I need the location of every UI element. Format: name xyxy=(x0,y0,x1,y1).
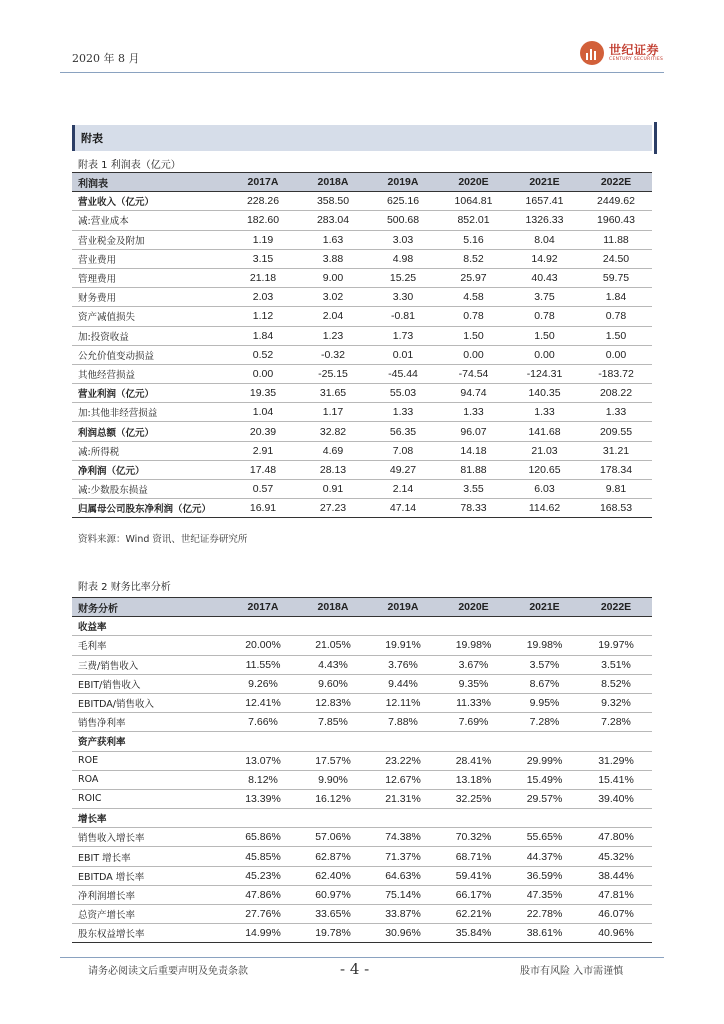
cell-value: 59.41% xyxy=(438,866,509,885)
cell-value: 1.84 xyxy=(580,288,652,307)
cell-value: 8.67% xyxy=(509,674,580,693)
cell-value: 0.78 xyxy=(580,307,652,326)
section-title: 附表 xyxy=(81,132,103,145)
cell-value: 0.01 xyxy=(368,345,438,364)
cell-value: 17.48 xyxy=(228,460,298,479)
cell-value: 14.99% xyxy=(228,924,298,943)
cell-value: 62.40% xyxy=(298,866,368,885)
table2-caption: 附表 2 财务比率分析 xyxy=(78,582,171,593)
footer-divider xyxy=(60,957,664,958)
table-row xyxy=(72,230,652,249)
cell-value: 81.88 xyxy=(438,460,509,479)
row-label: ROA xyxy=(72,770,228,789)
cell-value: 9.90% xyxy=(298,770,368,789)
cell-value: 68.71% xyxy=(438,847,509,866)
cell-value: 625.16 xyxy=(368,192,438,211)
cell-value: -25.15 xyxy=(298,364,368,383)
cell-value: 32.25% xyxy=(438,789,509,808)
cell-value: 46.07% xyxy=(580,905,652,924)
header-divider xyxy=(60,72,664,73)
row-label: 毛利率 xyxy=(72,636,228,655)
cell-value: 1.33 xyxy=(368,403,438,422)
cell-value: 4.43% xyxy=(298,655,368,674)
cell-value: 60.97% xyxy=(298,885,368,904)
row-label: EBIT 增长率 xyxy=(72,847,228,866)
cell-value: 852.01 xyxy=(438,211,509,230)
cell-value: 20.00% xyxy=(228,636,298,655)
cell-value: 13.18% xyxy=(438,770,509,789)
row-label: ROE xyxy=(72,751,228,770)
cell-value: 7.88% xyxy=(368,713,438,732)
column-header-year: 2021E xyxy=(509,173,580,192)
cell-value: 358.50 xyxy=(298,192,368,211)
cell-value: 19.78% xyxy=(298,924,368,943)
table-row xyxy=(72,345,652,364)
cell-value: 65.86% xyxy=(228,828,298,847)
cell-value: 283.04 xyxy=(298,211,368,230)
row-label: 总资产增长率 xyxy=(72,905,228,924)
cell-value: 0.00 xyxy=(509,345,580,364)
cell-value: 11.88 xyxy=(580,230,652,249)
cell-value: 71.37% xyxy=(368,847,438,866)
company-logo xyxy=(580,38,663,68)
row-label: 资产减值损失 xyxy=(72,307,228,326)
cell-value: 12.67% xyxy=(368,770,438,789)
column-header-label: 财务分析 xyxy=(72,598,228,617)
cell-value: 7.66% xyxy=(228,713,298,732)
cell-value: 228.26 xyxy=(228,192,298,211)
cell-value: 62.87% xyxy=(298,847,368,866)
row-label: 财务费用 xyxy=(72,288,228,307)
cell-value: 94.74 xyxy=(438,384,509,403)
table-row xyxy=(72,249,652,268)
table-row xyxy=(72,847,652,866)
table-row xyxy=(72,751,652,770)
row-label: 归属母公司股东净利润（亿元） xyxy=(72,499,228,518)
cell-value: 3.30 xyxy=(368,288,438,307)
group-label: 收益率 xyxy=(72,617,652,636)
row-label: 公允价值变动损益 xyxy=(72,345,228,364)
cell-value: 1.17 xyxy=(298,403,368,422)
cell-value: 2449.62 xyxy=(580,192,652,211)
cell-value: 39.40% xyxy=(580,789,652,808)
logo-name-cn: 世纪证券 xyxy=(609,42,660,57)
cell-value: 500.68 xyxy=(368,211,438,230)
cell-value: 74.38% xyxy=(368,828,438,847)
cell-value: 9.26% xyxy=(228,674,298,693)
cell-value: 7.28% xyxy=(580,713,652,732)
table-row xyxy=(72,770,652,789)
cell-value: -124.31 xyxy=(509,364,580,383)
cell-value: 28.13 xyxy=(298,460,368,479)
row-label: 销售收入增长率 xyxy=(72,828,228,847)
table-row xyxy=(72,866,652,885)
row-label: 减:所得税 xyxy=(72,441,228,460)
column-header-year: 2019A xyxy=(368,598,438,617)
row-label: 营业收入（亿元） xyxy=(72,192,228,211)
table-row xyxy=(72,713,652,732)
cell-value: 12.11% xyxy=(368,693,438,712)
cell-value: 11.55% xyxy=(228,655,298,674)
cell-value: -183.72 xyxy=(580,364,652,383)
cell-value: 8.04 xyxy=(509,230,580,249)
cell-value: 55.65% xyxy=(509,828,580,847)
column-header-year: 2017A xyxy=(228,173,298,192)
cell-value: 168.53 xyxy=(580,499,652,518)
cell-value: 8.52% xyxy=(580,674,652,693)
row-label: 净利润增长率 xyxy=(72,885,228,904)
cell-value: 70.32% xyxy=(438,828,509,847)
row-label: 股东权益增长率 xyxy=(72,924,228,943)
income-statement-table xyxy=(72,172,652,518)
cell-value: 9.81 xyxy=(580,480,652,499)
table-header-row xyxy=(72,598,652,617)
cell-value: 1.33 xyxy=(438,403,509,422)
cell-value: 31.21 xyxy=(580,441,652,460)
cell-value: 31.29% xyxy=(580,751,652,770)
table-row xyxy=(72,288,652,307)
row-label: 营业税金及附加 xyxy=(72,230,228,249)
cell-value: 21.03 xyxy=(509,441,580,460)
cell-value: 9.60% xyxy=(298,674,368,693)
column-header-year: 2017A xyxy=(228,598,298,617)
cell-value: 1.50 xyxy=(509,326,580,345)
cell-value: 47.80% xyxy=(580,828,652,847)
cell-value: 40.43 xyxy=(509,268,580,287)
cell-value: 2.91 xyxy=(228,441,298,460)
cell-value: 3.88 xyxy=(298,249,368,268)
table-row xyxy=(72,905,652,924)
cell-value: 75.14% xyxy=(368,885,438,904)
cell-value: 36.59% xyxy=(509,866,580,885)
table-row xyxy=(72,693,652,712)
financial-ratio-table xyxy=(72,597,652,943)
table-group-row xyxy=(72,809,652,828)
cell-value: 120.65 xyxy=(509,460,580,479)
cell-value: 5.16 xyxy=(438,230,509,249)
cell-value: -0.32 xyxy=(298,345,368,364)
table-row xyxy=(72,422,652,441)
row-label: 减:少数股东损益 xyxy=(72,480,228,499)
cell-value: 0.78 xyxy=(509,307,580,326)
cell-value: 1.63 xyxy=(298,230,368,249)
cell-value: 27.23 xyxy=(298,499,368,518)
cell-value: 9.32% xyxy=(580,693,652,712)
cell-value: 47.86% xyxy=(228,885,298,904)
row-label: EBITDA 增长率 xyxy=(72,866,228,885)
cell-value: 57.06% xyxy=(298,828,368,847)
row-label: 加:其他非经营损益 xyxy=(72,403,228,422)
cell-value: 78.33 xyxy=(438,499,509,518)
cell-value: 1.33 xyxy=(580,403,652,422)
cell-value: 140.35 xyxy=(509,384,580,403)
column-header-year: 2018A xyxy=(298,598,368,617)
cell-value: 38.44% xyxy=(580,866,652,885)
cell-value: 40.96% xyxy=(580,924,652,943)
section-bar-accent xyxy=(654,122,657,154)
cell-value: 19.97% xyxy=(580,636,652,655)
cell-value: 19.98% xyxy=(509,636,580,655)
cell-value: 47.81% xyxy=(580,885,652,904)
cell-value: -45.44 xyxy=(368,364,438,383)
cell-value: 14.92 xyxy=(509,249,580,268)
table-row xyxy=(72,460,652,479)
cell-value: 0.57 xyxy=(228,480,298,499)
logo-emblem-icon xyxy=(580,41,604,65)
cell-value: 13.39% xyxy=(228,789,298,808)
cell-value: 3.03 xyxy=(368,230,438,249)
cell-value: 64.63% xyxy=(368,866,438,885)
row-label: 销售净利率 xyxy=(72,713,228,732)
cell-value: 45.32% xyxy=(580,847,652,866)
table1-caption: 附表 1 利润表（亿元） xyxy=(78,160,181,171)
cell-value: 56.35 xyxy=(368,422,438,441)
cell-value: 1.19 xyxy=(228,230,298,249)
column-header-year: 2020E xyxy=(438,173,509,192)
footer-disclaimer: 请务必阅读文后重要声明及免责条款 xyxy=(88,966,248,977)
cell-value: 21.31% xyxy=(368,789,438,808)
table-row xyxy=(72,211,652,230)
table-row xyxy=(72,268,652,287)
cell-value: 19.91% xyxy=(368,636,438,655)
cell-value: 178.34 xyxy=(580,460,652,479)
cell-value: 4.98 xyxy=(368,249,438,268)
cell-value: 8.52 xyxy=(438,249,509,268)
cell-value: 7.69% xyxy=(438,713,509,732)
cell-value: 62.21% xyxy=(438,905,509,924)
cell-value: 3.02 xyxy=(298,288,368,307)
section-title-bar xyxy=(72,125,652,151)
row-label: ROIC xyxy=(72,789,228,808)
table-group-row xyxy=(72,732,652,751)
cell-value: 1960.43 xyxy=(580,211,652,230)
cell-value: 45.85% xyxy=(228,847,298,866)
table-row xyxy=(72,828,652,847)
cell-value: 28.41% xyxy=(438,751,509,770)
cell-value: 1.04 xyxy=(228,403,298,422)
cell-value: 9.35% xyxy=(438,674,509,693)
cell-value: 19.35 xyxy=(228,384,298,403)
cell-value: 16.91 xyxy=(228,499,298,518)
table-row xyxy=(72,441,652,460)
cell-value: 23.22% xyxy=(368,751,438,770)
cell-value: 15.25 xyxy=(368,268,438,287)
cell-value: 3.75 xyxy=(509,288,580,307)
cell-value: 141.68 xyxy=(509,422,580,441)
cell-value: 1.73 xyxy=(368,326,438,345)
row-label: 加:投资收益 xyxy=(72,326,228,345)
cell-value: 0.00 xyxy=(228,364,298,383)
table-row xyxy=(72,480,652,499)
row-label: 管理费用 xyxy=(72,268,228,287)
table-row xyxy=(72,499,652,518)
cell-value: 208.22 xyxy=(580,384,652,403)
cell-value: 21.05% xyxy=(298,636,368,655)
cell-value: 27.76% xyxy=(228,905,298,924)
cell-value: 33.65% xyxy=(298,905,368,924)
cell-value: 13.07% xyxy=(228,751,298,770)
cell-value: 35.84% xyxy=(438,924,509,943)
table-header-row xyxy=(72,173,652,192)
cell-value: 1064.81 xyxy=(438,192,509,211)
cell-value: 0.00 xyxy=(580,345,652,364)
cell-value: 4.69 xyxy=(298,441,368,460)
cell-value: 114.62 xyxy=(509,499,580,518)
cell-value: 8.12% xyxy=(228,770,298,789)
table-row xyxy=(72,192,652,211)
cell-value: 55.03 xyxy=(368,384,438,403)
report-date: 2020 年 8 月 xyxy=(72,52,140,65)
table-row xyxy=(72,636,652,655)
cell-value: 16.12% xyxy=(298,789,368,808)
cell-value: 7.08 xyxy=(368,441,438,460)
cell-value: 45.23% xyxy=(228,866,298,885)
column-header-label: 利润表 xyxy=(72,173,228,192)
cell-value: 1.33 xyxy=(509,403,580,422)
cell-value: 0.00 xyxy=(438,345,509,364)
cell-value: 15.49% xyxy=(509,770,580,789)
cell-value: 7.28% xyxy=(509,713,580,732)
cell-value: -74.54 xyxy=(438,364,509,383)
cell-value: 9.44% xyxy=(368,674,438,693)
cell-value: 2.14 xyxy=(368,480,438,499)
table-row xyxy=(72,674,652,693)
cell-value: 49.27 xyxy=(368,460,438,479)
column-header-year: 2020E xyxy=(438,598,509,617)
cell-value: 1326.33 xyxy=(509,211,580,230)
cell-value: 22.78% xyxy=(509,905,580,924)
table-row xyxy=(72,885,652,904)
row-label: 净利润（亿元） xyxy=(72,460,228,479)
cell-value: 17.57% xyxy=(298,751,368,770)
table-row xyxy=(72,789,652,808)
cell-value: 2.03 xyxy=(228,288,298,307)
group-label: 资产获利率 xyxy=(72,732,652,751)
page-number: - 4 - xyxy=(340,960,370,978)
row-label: 其他经营损益 xyxy=(72,364,228,383)
cell-value: 44.37% xyxy=(509,847,580,866)
cell-value: 12.41% xyxy=(228,693,298,712)
row-label: EBITDA/销售收入 xyxy=(72,693,228,712)
table-row xyxy=(72,655,652,674)
table-row xyxy=(72,924,652,943)
cell-value: 29.57% xyxy=(509,789,580,808)
cell-value: 19.98% xyxy=(438,636,509,655)
cell-value: 3.57% xyxy=(509,655,580,674)
table-row xyxy=(72,384,652,403)
logo-name-en: CENTURY SECURITIES xyxy=(609,56,664,62)
table1-source: 资料来源：Wind 资讯、世纪证券研究所 xyxy=(78,534,248,545)
row-label: EBIT/销售收入 xyxy=(72,674,228,693)
cell-value: 25.97 xyxy=(438,268,509,287)
cell-value: 12.83% xyxy=(298,693,368,712)
cell-value: 3.76% xyxy=(368,655,438,674)
row-label: 减:营业成本 xyxy=(72,211,228,230)
column-header-year: 2022E xyxy=(580,598,652,617)
cell-value: 47.14 xyxy=(368,499,438,518)
cell-value: 20.39 xyxy=(228,422,298,441)
group-label: 增长率 xyxy=(72,809,652,828)
cell-value: 9.95% xyxy=(509,693,580,712)
cell-value: 33.87% xyxy=(368,905,438,924)
cell-value: 3.55 xyxy=(438,480,509,499)
cell-value: 3.67% xyxy=(438,655,509,674)
row-label: 营业利润（亿元） xyxy=(72,384,228,403)
cell-value: -0.81 xyxy=(368,307,438,326)
cell-value: 31.65 xyxy=(298,384,368,403)
cell-value: 47.35% xyxy=(509,885,580,904)
cell-value: 3.15 xyxy=(228,249,298,268)
cell-value: 1.84 xyxy=(228,326,298,345)
cell-value: 66.17% xyxy=(438,885,509,904)
cell-value: 7.85% xyxy=(298,713,368,732)
row-label: 营业费用 xyxy=(72,249,228,268)
row-label: 利润总额（亿元） xyxy=(72,422,228,441)
cell-value: 4.58 xyxy=(438,288,509,307)
cell-value: 6.03 xyxy=(509,480,580,499)
row-label: 三费/销售收入 xyxy=(72,655,228,674)
cell-value: 1.50 xyxy=(580,326,652,345)
cell-value: 9.00 xyxy=(298,268,368,287)
cell-value: 182.60 xyxy=(228,211,298,230)
cell-value: 1657.41 xyxy=(509,192,580,211)
table-row xyxy=(72,326,652,345)
cell-value: 2.04 xyxy=(298,307,368,326)
table-row xyxy=(72,307,652,326)
cell-value: 11.33% xyxy=(438,693,509,712)
column-header-year: 2021E xyxy=(509,598,580,617)
column-header-year: 2019A xyxy=(368,173,438,192)
cell-value: 1.50 xyxy=(438,326,509,345)
cell-value: 0.78 xyxy=(438,307,509,326)
cell-value: 0.91 xyxy=(298,480,368,499)
cell-value: 209.55 xyxy=(580,422,652,441)
cell-value: 15.41% xyxy=(580,770,652,789)
cell-value: 96.07 xyxy=(438,422,509,441)
column-header-year: 2018A xyxy=(298,173,368,192)
cell-value: 3.51% xyxy=(580,655,652,674)
cell-value: 21.18 xyxy=(228,268,298,287)
column-header-year: 2022E xyxy=(580,173,652,192)
cell-value: 30.96% xyxy=(368,924,438,943)
cell-value: 32.82 xyxy=(298,422,368,441)
cell-value: 1.12 xyxy=(228,307,298,326)
cell-value: 0.52 xyxy=(228,345,298,364)
footer-risk-note: 股市有风险 入市需谨慎 xyxy=(520,966,624,977)
cell-value: 14.18 xyxy=(438,441,509,460)
cell-value: 1.23 xyxy=(298,326,368,345)
cell-value: 29.99% xyxy=(509,751,580,770)
table-group-row xyxy=(72,617,652,636)
cell-value: 59.75 xyxy=(580,268,652,287)
table-row xyxy=(72,364,652,383)
cell-value: 24.50 xyxy=(580,249,652,268)
cell-value: 38.61% xyxy=(509,924,580,943)
table-row xyxy=(72,403,652,422)
